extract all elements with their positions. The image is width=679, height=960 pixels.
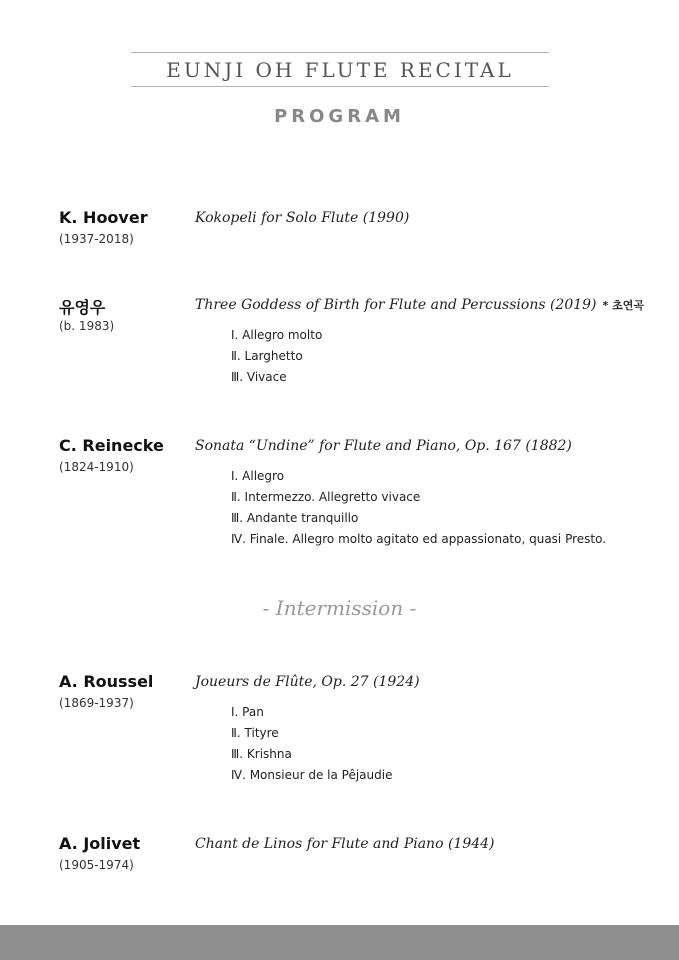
composer-dates: (1905-1974) [59, 858, 134, 872]
composer-name: C. Reinecke [59, 436, 164, 455]
composer-name: A. Roussel [59, 672, 154, 691]
movement-item: Ⅲ. Andante tranquillo [231, 511, 359, 525]
title-top-rule [131, 52, 549, 53]
composer-name: A. Jolivet [59, 834, 141, 853]
composer-dates: (b. 1983) [59, 319, 115, 333]
composer-name: 유영우 [59, 298, 106, 317]
title-bottom-rule [131, 86, 549, 87]
program-heading: PROGRAM [274, 106, 405, 127]
movement-item: Ⅳ. Monsieur de la Pêjaudie [231, 768, 393, 782]
movement-item: Ⅱ. Larghetto [231, 349, 303, 363]
composer-dates: (1937-2018) [59, 232, 134, 246]
intermission-label: - Intermission - [262, 596, 417, 620]
movement-item: Ⅰ. Pan [231, 705, 264, 719]
work-title: Joueurs de Flûte, Op. 27 (1924) [195, 674, 420, 690]
movement-item: Ⅱ. Intermezzo. Allegretto vivace [231, 490, 421, 504]
composer-dates: (1869-1937) [59, 696, 134, 710]
footer-bar [0, 925, 679, 960]
movement-item: Ⅳ. Finale. Allegro molto agitato ed appassionato, quasi Presto. [231, 532, 607, 546]
movement-item: Ⅲ. Vivace [231, 370, 287, 384]
premiere-badge: * 초연곡 [602, 299, 644, 312]
work-title [195, 297, 644, 313]
composer-name: K. Hoover [59, 208, 148, 227]
work-title: Chant de Linos for Flute and Piano (1944) [195, 836, 495, 852]
movement-item: Ⅱ. Tityre [231, 726, 279, 740]
movement-item: Ⅰ. Allegro [231, 469, 285, 483]
movement-item: Ⅰ. Allegro molto [231, 328, 323, 342]
movement-item: Ⅲ. Krishna [231, 747, 292, 761]
recital-title: EUNJI OH FLUTE RECITAL [166, 58, 514, 82]
composer-dates: (1824-1910) [59, 460, 134, 474]
work-title-text: Three Goddess of Birth for Flute and Percussions (2019) [195, 297, 597, 313]
work-title: Kokopeli for Solo Flute (1990) [195, 210, 410, 226]
work-title: Sonata “Undine” for Flute and Piano, Op. 167 (1882) [195, 438, 572, 454]
